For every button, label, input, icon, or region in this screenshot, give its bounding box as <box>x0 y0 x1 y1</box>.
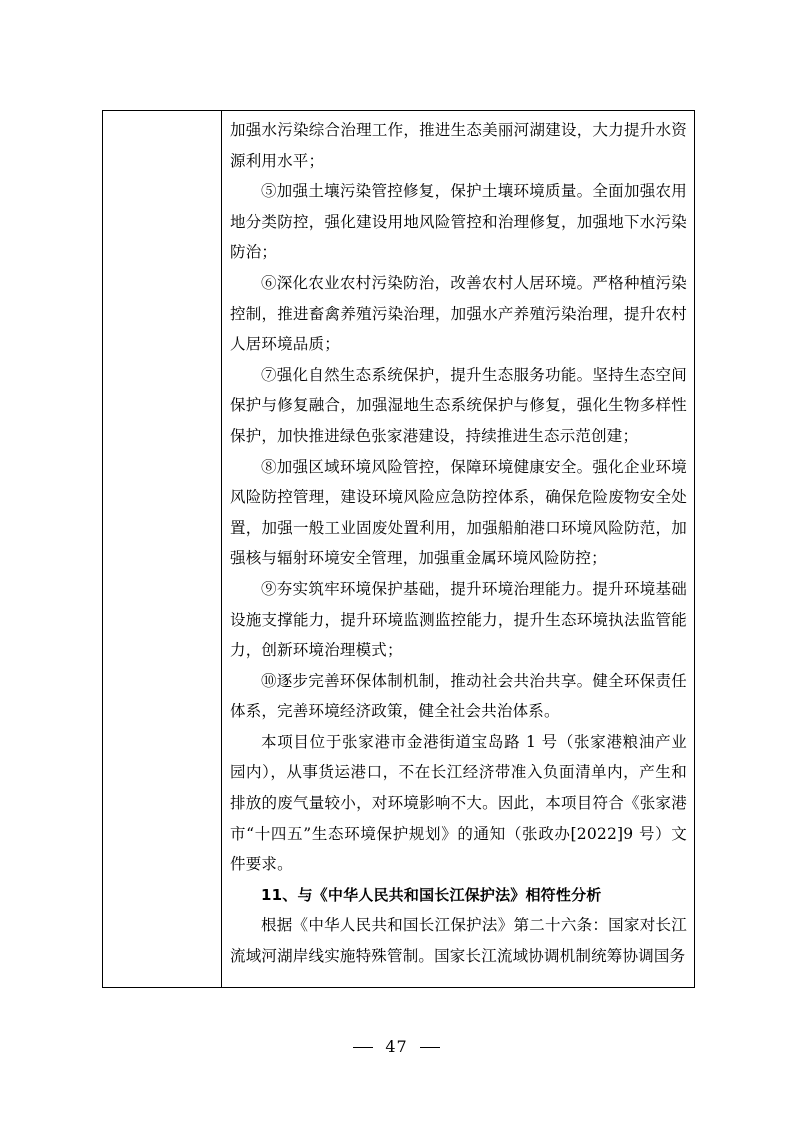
table-frame <box>102 110 695 988</box>
paragraph-governance: ⑨夯实筑牢环境保护基础，提升环境治理能力。提升环境基础设施支撑能力，提升环境监测监控能力，提升生态环境执法监管能力，创新环境治理模式； <box>230 579 687 660</box>
paragraph-ecosystem: ⑦强化自然生态系统保护，提升生态服务功能。坚持生态空间保护与修复融合，加强湿地生态系统保护与修复，强化生物多样性保护，加快推进绿色张家港建设，持续推进生态示范创建； <box>230 365 687 445</box>
table-content-cell <box>222 111 694 987</box>
paragraph-soil: ⑤加强土壤污染管控修复，保护土壤环境质量。全面加强农用地分类防控，强化建设用地风险管控和治理修复，加强地下水污染防治； <box>230 182 687 262</box>
dash-left <box>353 1047 373 1048</box>
paragraph-institution: ⑩逐步完善环保体制机制，推动社会共治共享。健全环保责任体系，完善环境经济政策，健全社会共治体系。 <box>230 671 687 721</box>
paragraph-water: 加强水污染综合治理工作，推进生态美丽河湖建设，大力提升水资源利用水平； <box>230 121 687 170</box>
table-left-cell <box>103 111 222 987</box>
section-heading: 11、与《中华人民共和国长江保护法》相符性分析 <box>261 885 602 904</box>
paragraph-project-conclusion: 本项目位于张家港市金港街道宝岛路 1 号（张家港粮油产业园内），从事货运港口，不在长江经济带准入负面清单内，产生和排放的废气量较小，对环境影响不大。因此，本项目符合《张家港市“十四五”生态环境保护规划》的通知（张政办[2022]9 号）文件要求。 <box>230 732 687 874</box>
paragraph-yangtze-law: 根据《中华人民共和国长江保护法》第二十六条：国家对长江流域河湖岸线实施特殊管制。国家长江流域协调机制统筹协调国务 <box>230 916 687 966</box>
paragraph-risk: ⑧加强区域环境风险管控，保障环境健康安全。强化企业环境风险防控管理，建设环境风险应急防控体系，确保危险废物安全处置，加强一般工业固废处置利用，加强船舶港口环境风险防范，加强核与辐射环境安全管理，加强重金属环境风险防控； <box>230 457 687 568</box>
paragraph-agriculture: ⑥深化农业农村污染防治，改善农村人居环境。严格种植污染控制，推进畜禽养殖污染治理，加强水产养殖污染治理，提升农村人居环境品质； <box>230 273 687 354</box>
dash-right <box>420 1047 440 1048</box>
page-number-text: 47 <box>385 1037 408 1056</box>
page-number <box>0 1037 793 1056</box>
